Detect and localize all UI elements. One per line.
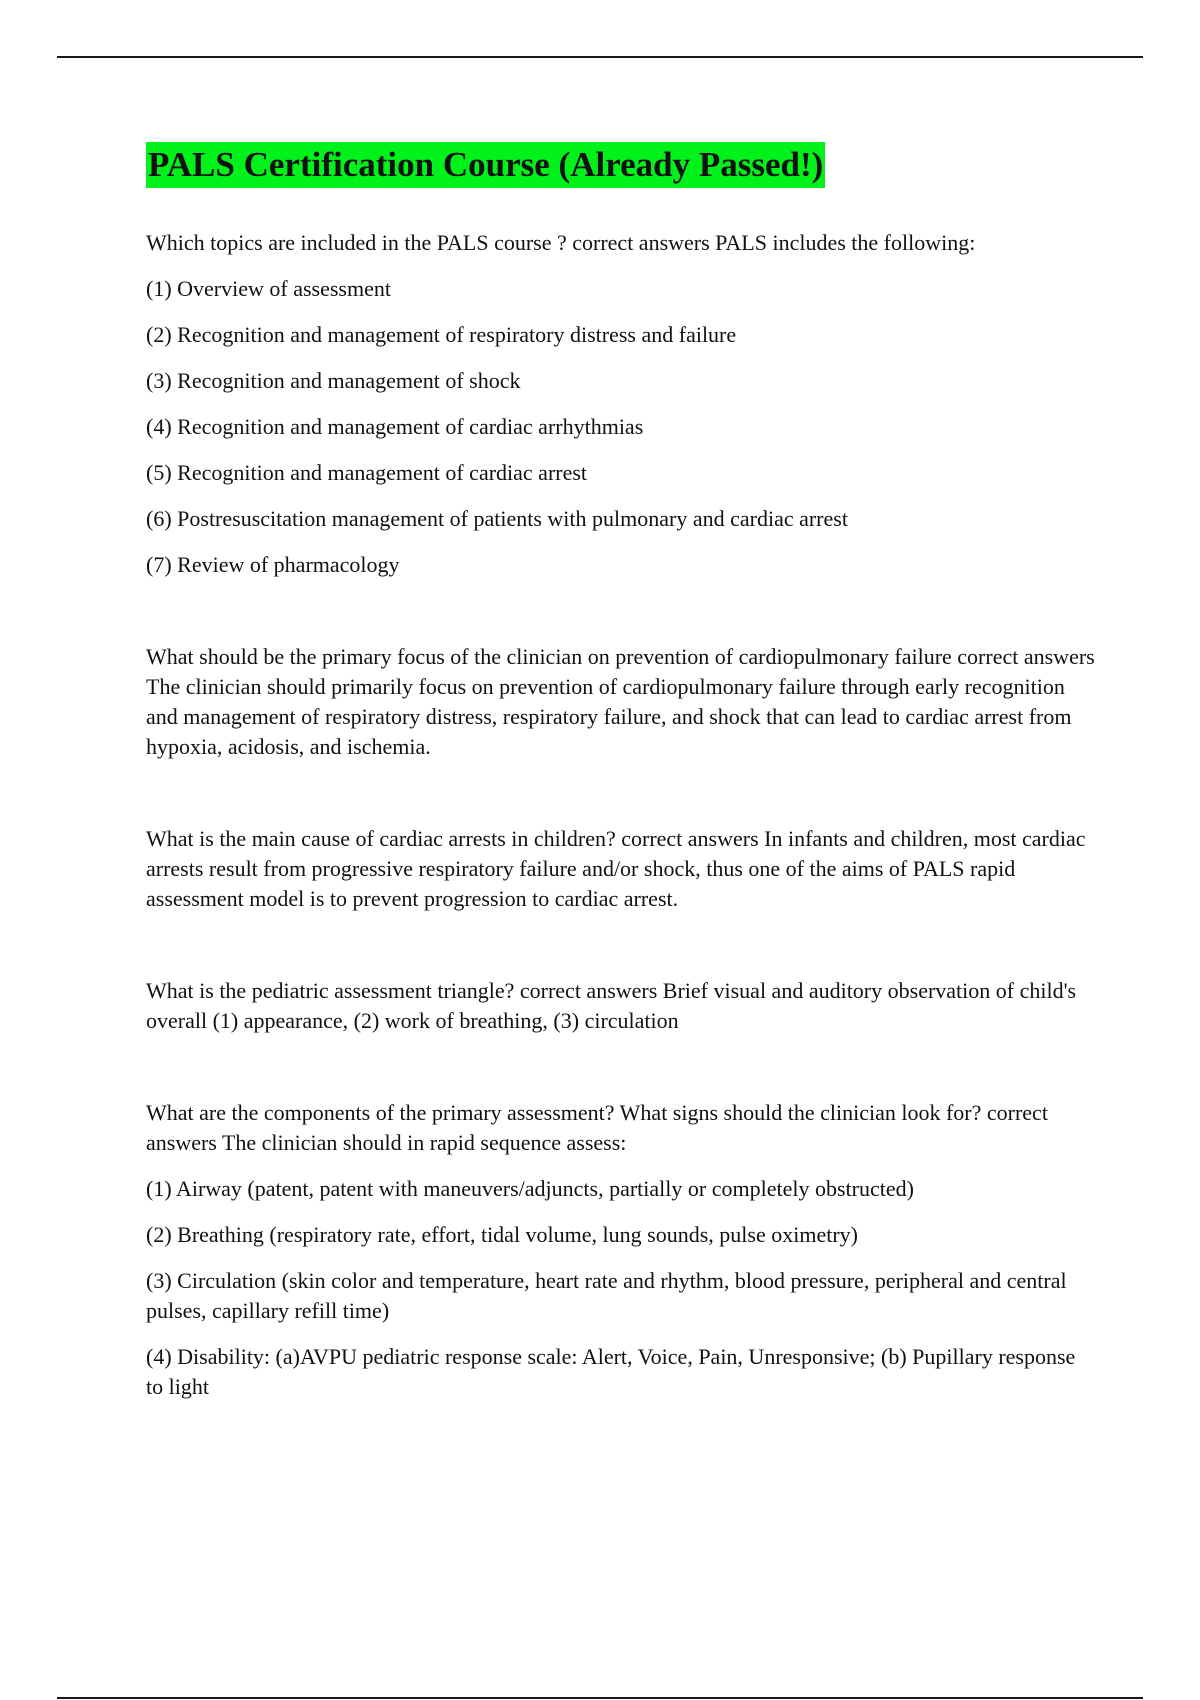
- top-rule: [57, 56, 1143, 58]
- list-item: (3) Recognition and management of shock: [146, 368, 521, 393]
- question-answer: What are the components of the primary assessment? What signs should the clinician look for? correct answers The clinician should in rapid sequence assess:: [146, 1100, 1048, 1155]
- qa-block-topics: [146, 228, 1096, 580]
- question-answer: What is the pediatric assessment triangle? correct answers Brief visual and auditory observation of child's overall (1) appearance, (2) work of breathing, (3) circulation: [146, 978, 1077, 1033]
- list-item: (4) Recognition and management of cardiac arrhythmias: [146, 414, 644, 439]
- bottom-rule: [57, 1697, 1143, 1699]
- list-item: (2) Recognition and management of respiratory distress and failure: [146, 322, 737, 347]
- question-answer: What should be the primary focus of the clinician on prevention of cardiopulmonary failure correct answers The clinician should primarily focus on prevention of cardiopulmonary failure through early recognition and management of respiratory distress, respiratory failure, and shock that can lead to cardiac arrest from hypoxia, acidosis, and ischemia.: [146, 644, 1095, 759]
- list-item: (7) Review of pharmacology: [146, 552, 400, 577]
- list-item: (1) Overview of assessment: [146, 276, 391, 301]
- qa-block-assessment-triangle: [146, 976, 1096, 1036]
- question-answer: What is the main cause of cardiac arrests in children? correct answers In infants and children, most cardiac arrests result from progressive respiratory failure and/or shock, thus one of the aims of PALS rapid assessment model is to prevent progression to cardiac arrest.: [146, 826, 1086, 911]
- list-item: (2) Breathing (respiratory rate, effort, tidal volume, lung sounds, pulse oximetry): [146, 1222, 858, 1247]
- list-item: (4) Disability: (a)AVPU pediatric response scale: Alert, Voice, Pain, Unresponsive; (b) Pupillary response to light: [146, 1344, 1076, 1399]
- question-answer: Which topics are included in the PALS course ? correct answers PALS includes the following:: [146, 230, 976, 255]
- document-title: PALS Certification Course (Already Passed!): [146, 142, 825, 188]
- list-item: (5) Recognition and management of cardiac arrest: [146, 460, 588, 485]
- list-item: (3) Circulation (skin color and temperature, heart rate and rhythm, blood pressure, peripheral and central pulses, capillary refill time): [146, 1268, 1067, 1323]
- qa-block-primary-focus: [146, 642, 1096, 762]
- qa-block-main-cause: [146, 824, 1096, 914]
- document-body: [146, 142, 1096, 1402]
- list-item: (6) Postresuscitation management of patients with pulmonary and cardiac arrest: [146, 506, 848, 531]
- list-item: (1) Airway (patent, patent with maneuvers/adjuncts, partially or completely obstructed): [146, 1176, 914, 1201]
- qa-block-primary-assessment: [146, 1098, 1096, 1402]
